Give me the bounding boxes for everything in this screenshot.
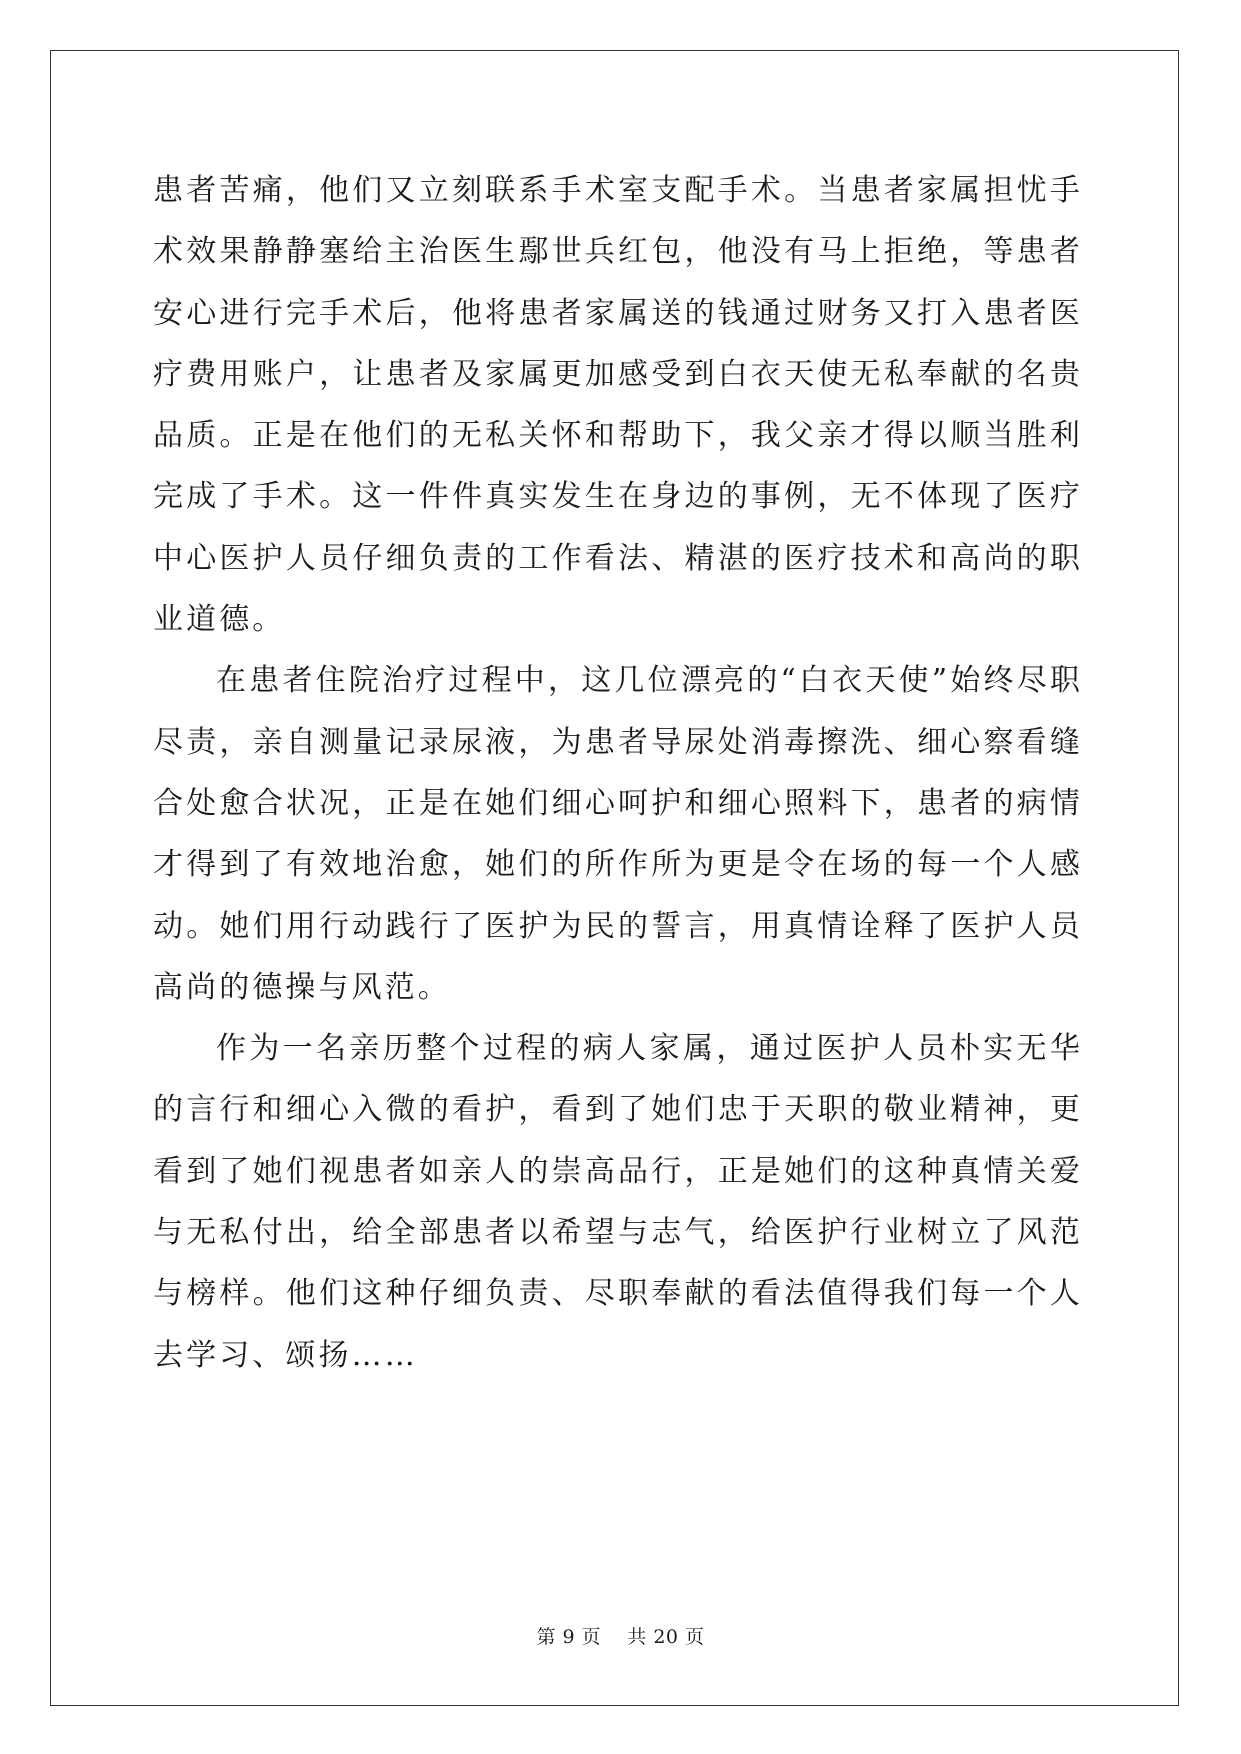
total-pages: 共 20 页: [627, 1626, 705, 1648]
page-number: 第 9 页: [536, 1626, 602, 1648]
paragraph-1: 患者苦痛，他们又立刻联系手术室支配手术。当患者家属担忧手术效果静静塞给主治医生鄢世兵红包，他没有马上拒绝，等患者安心进行完手术后，他将患者家属送的钱通过财务又打入患者医疗费用账户，让患者及家属更加感受到白衣天使无私奉献的名贵品质。正是在他们的无私关怀和帮助下，我父亲才得以顺当胜利完成了手术。这一件件真实发生在身边的事例，无不体现了医疗中心医护人员仔细负责的工作看法、精湛的医疗技术和高尚的职业道德。: [153, 173, 1083, 638]
paragraph-2: 在患者住院治疗过程中，这几位漂亮的“白衣天使”始终尽职尽责，亲自测量记录尿液，为患者导尿处消毒擦洗、细心察看缝合处愈合状况，正是在她们细心呵护和细心照料下，患者的病情才得到了有效地治愈，她们的所作所为更是令在场的每一个人感动。她们用行动践行了医护为民的誓言，用真情诠释了医护人员高尚的德操与风范。: [153, 663, 1083, 1005]
page-footer: [0, 1622, 1241, 1649]
paragraph-3: 作为一名亲历整个过程的病人家属，通过医护人员朴实无华的言行和细心入微的看护，看到了她们忠于天职的敬业精神，更看到了她们视患者如亲人的崇高品行，正是她们的这种真情关爱与无私付出，给全部患者以希望与志气，给医护行业树立了风范与榜样。他们这种仔细负责、尽职奉献的看法值得我们每一个人去学习、颂扬……: [153, 1031, 1083, 1373]
document-body: [153, 160, 1083, 1386]
